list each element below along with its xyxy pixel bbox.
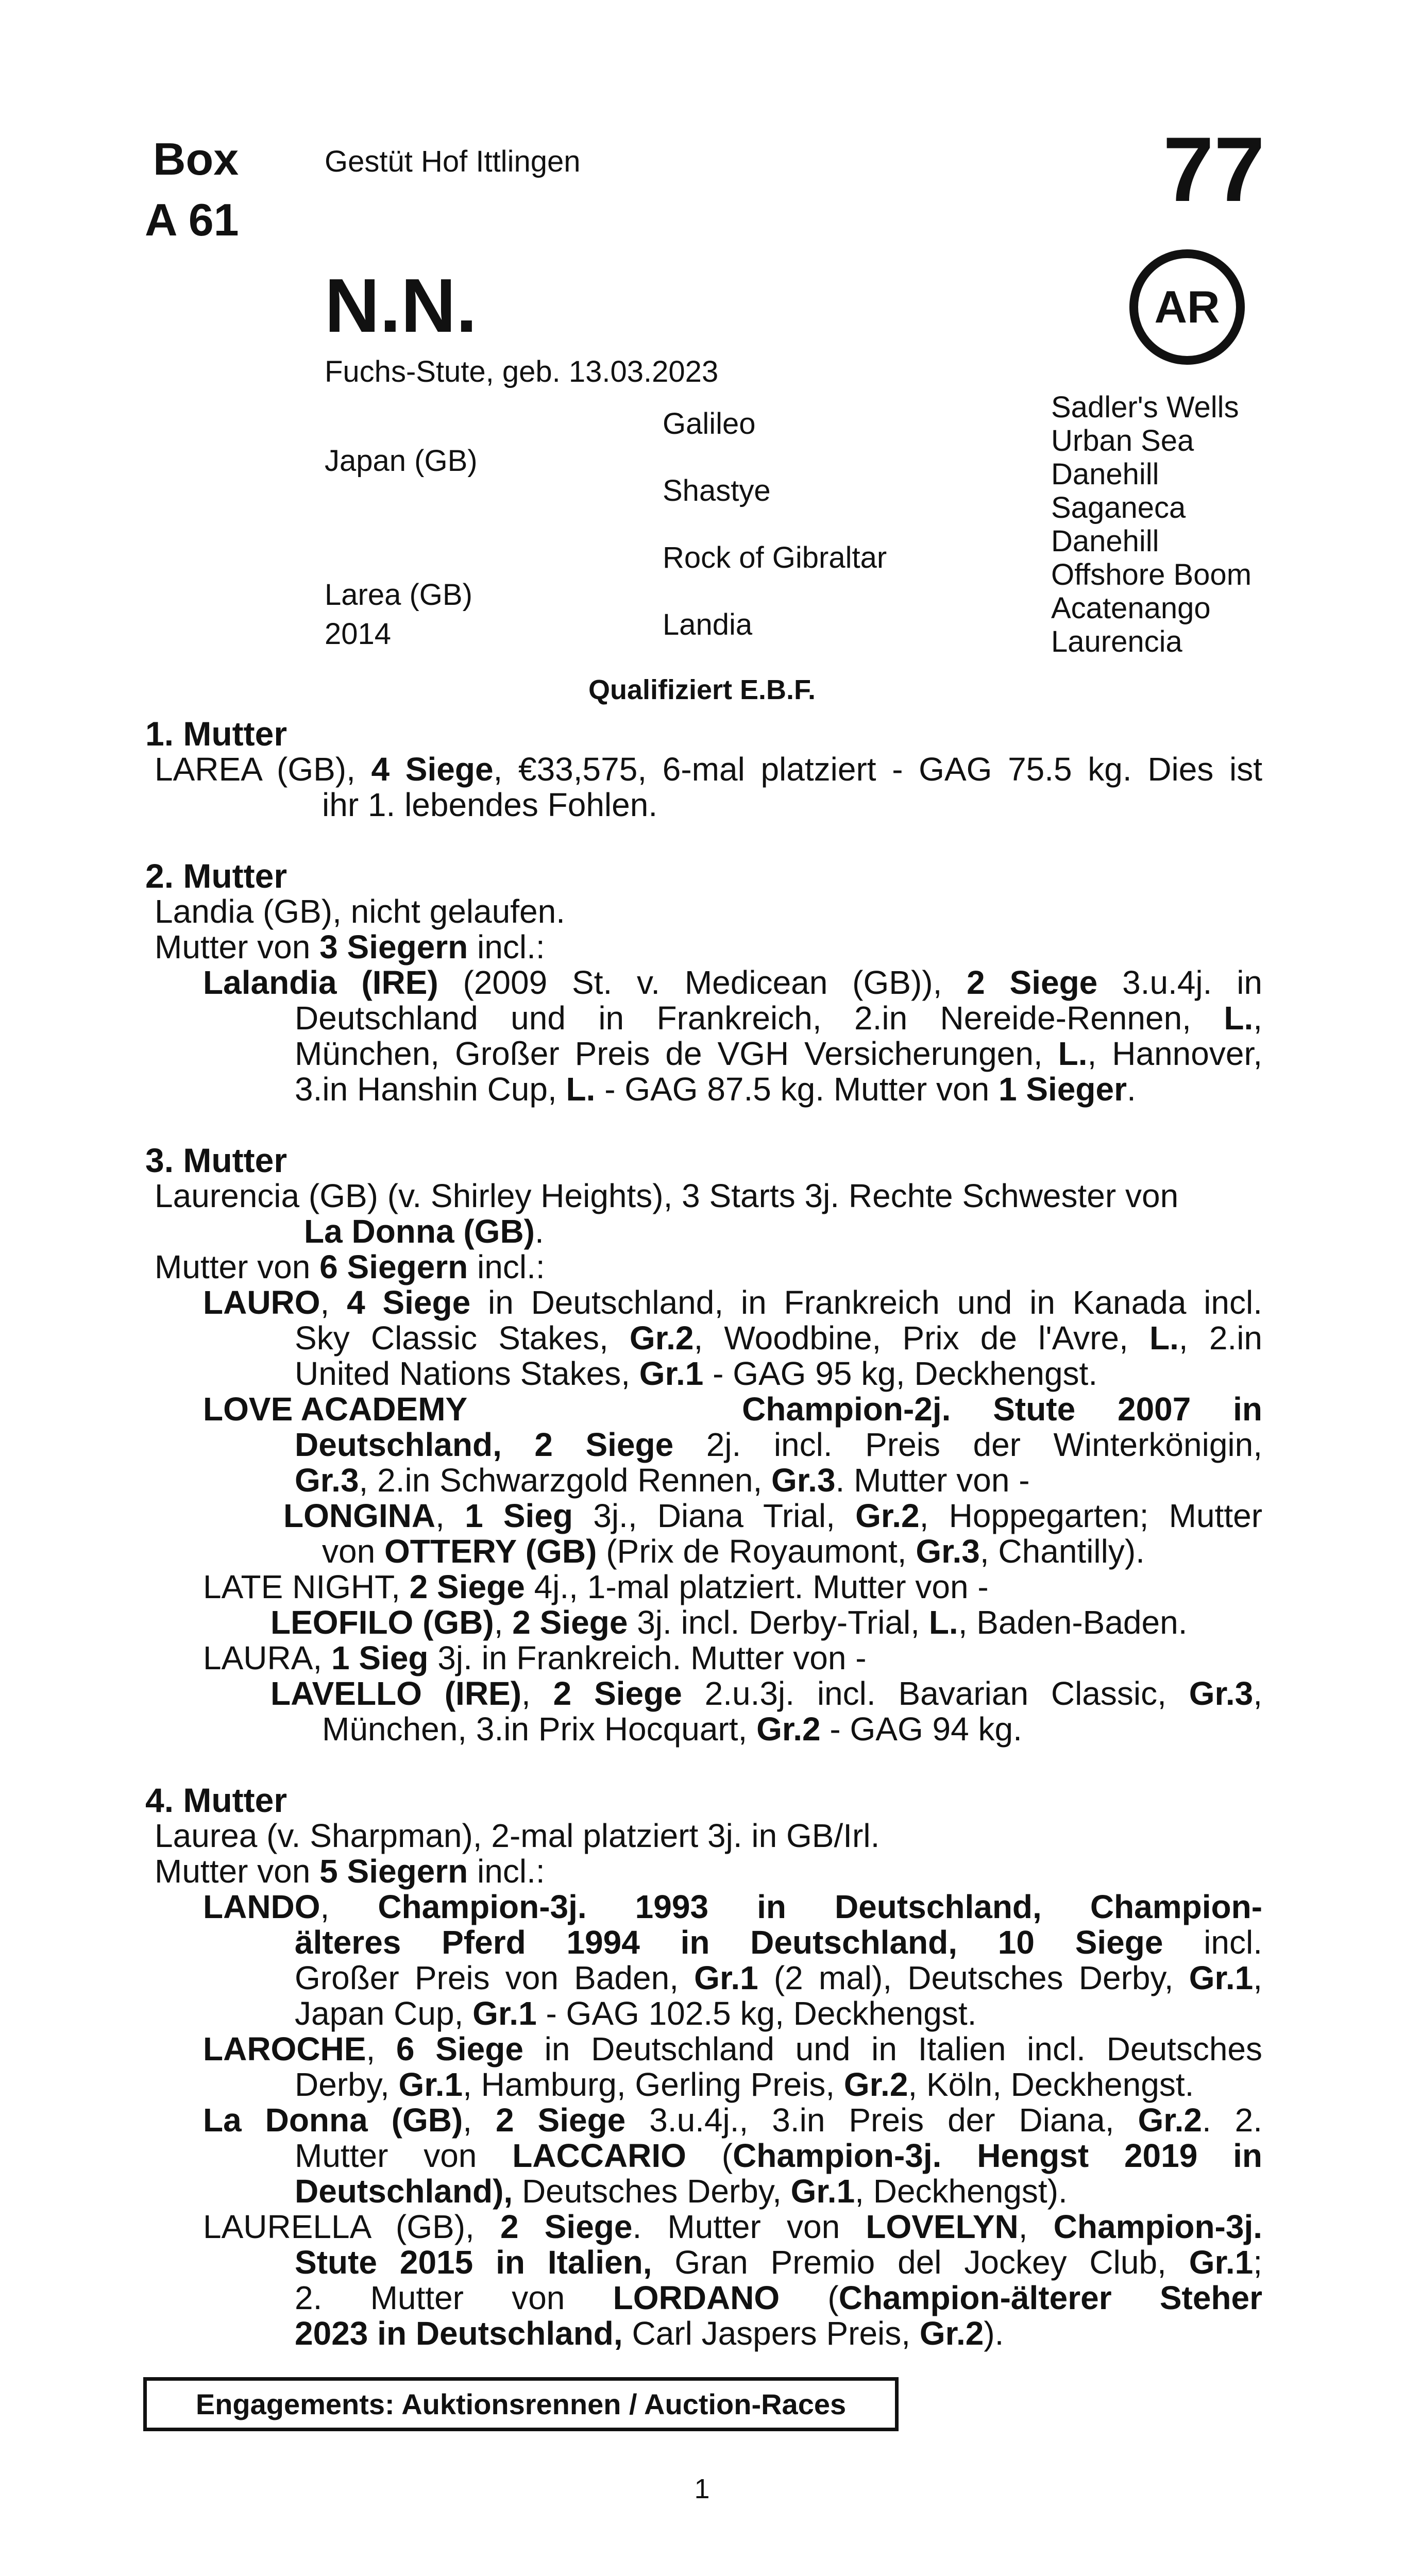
text-line: LANDO, Champion-3j. 1993 in Deutschland, Champion- xyxy=(203,1888,1263,1925)
pedigree-sire: Japan (GB) xyxy=(325,444,478,478)
text-line: LAVELLO (IRE), 2 Siege 2.u.3j. incl. Bavarian Classic, Gr.3, xyxy=(270,1675,1263,1712)
text-line: Gr.3, 2.in Schwarzgold Rennen, Gr.3. Mutter von - xyxy=(295,1462,1030,1499)
text-line: von OTTERY (GB) (Prix de Royaumont, Gr.3, Chantilly). xyxy=(322,1533,1145,1570)
section-third-dam xyxy=(145,1141,1263,1748)
section-heading: 2. Mutter xyxy=(145,857,287,895)
text-line: LAURO, 4 Siege in Deutschland, in Frankreich und in Kanada incl. xyxy=(203,1284,1263,1321)
text-line: LAURA, 1 Sieg 3j. in Frankreich. Mutter von - xyxy=(203,1639,867,1676)
text-line: Mutter von LACCARIO (Champion-3j. Hengst 2019 in xyxy=(295,2137,1262,2174)
horse-description: Fuchs-Stute, geb. 13.03.2023 xyxy=(325,355,719,388)
breeder-name: Gestüt Hof Ittlingen xyxy=(325,145,581,178)
lot-number: 77 xyxy=(1163,118,1265,221)
pedigree-great-grandparent: Offshore Boom xyxy=(1051,558,1252,591)
text-line: Mutter von 3 Siegern incl.: xyxy=(155,928,545,965)
text-line: Japan Cup, Gr.1 - GAG 102.5 kg, Deckhengst. xyxy=(295,1995,977,2032)
pedigree-great-grandparent: Saganeca xyxy=(1051,491,1186,524)
text-line: United Nations Stakes, Gr.1 - GAG 95 kg, Deckhengst. xyxy=(295,1355,1098,1392)
text-line: Deutschland, 2 Siege 2j. incl. Preis der Winterkönigin, xyxy=(295,1426,1263,1463)
text-line: Großer Preis von Baden, Gr.1 (2 mal), Deutsches Derby, Gr.1, xyxy=(295,1959,1263,1996)
text-line: Derby, Gr.1, Hamburg, Gerling Preis, Gr.2, Köln, Deckhengst. xyxy=(295,2066,1194,2103)
section-heading: 1. Mutter xyxy=(145,715,287,753)
text-line: Stute 2015 in Italien, Gran Premio del Jockey Club, Gr.1; xyxy=(295,2244,1263,2281)
text-line: Mutter von 5 Siegern incl.: xyxy=(155,1853,545,1890)
pedigree-dam: Larea (GB) xyxy=(325,578,472,612)
text-line: 2. Mutter von LORDANO (Champion-älterer Steher xyxy=(295,2279,1263,2316)
text-line: La Donna (GB), 2 Siege 3.u.4j., 3.in Preis der Diana, Gr.2. 2. xyxy=(203,2102,1263,2139)
text-line: LEOFILO (GB), 2 Siege 3j. incl. Derby-Trial, L., Baden-Baden. xyxy=(270,1604,1188,1641)
section-heading: 3. Mutter xyxy=(145,1141,287,1179)
pedigree-grandparent: Landia xyxy=(663,608,753,641)
pedigree-great-grandparent: Danehill xyxy=(1051,524,1159,558)
text-line: LATE NIGHT, 2 Siege 4j., 1-mal platziert. Mutter von - xyxy=(203,1568,989,1605)
text-line: München, Großer Preis de VGH Versicherungen, L., Hannover, xyxy=(295,1035,1263,1072)
ar-badge-label: AR xyxy=(1154,281,1220,332)
text-line: La Donna (GB). xyxy=(304,1213,544,1250)
text-line: LONGINA, 1 Sieg 3j., Diana Trial, Gr.2, Hoppegarten; Mutter xyxy=(283,1497,1263,1534)
box-label: Box xyxy=(153,133,239,184)
section-heading: 4. Mutter xyxy=(145,1781,287,1819)
text-line: Mutter von 6 Siegern incl.: xyxy=(155,1248,545,1285)
section-first-dam xyxy=(145,715,1262,823)
pedigree-dam-year: 2014 xyxy=(325,617,392,651)
text-line: Laurencia (GB) (v. Shirley Heights), 3 Starts 3j. Rechte Schwester von xyxy=(155,1177,1179,1214)
qualification-note: Qualifiziert E.B.F. xyxy=(588,674,816,705)
pedigree-grandparent: Shastye xyxy=(663,474,771,507)
page-number: 1 xyxy=(694,2473,710,2504)
pedigree-great-grandparent: Laurencia xyxy=(1051,625,1182,658)
text-line: Sky Classic Stakes, Gr.2, Woodbine, Prix de l'Avre, L., 2.in xyxy=(295,1319,1263,1357)
ar-badge xyxy=(1129,249,1245,365)
engagements-box xyxy=(143,2377,899,2431)
pedigree-notes xyxy=(145,715,1263,2387)
section-fourth-dam xyxy=(145,1781,1263,2352)
text-line: LAROCHE, 6 Siege in Deutschland und in Italien incl. Deutsches xyxy=(203,2030,1263,2067)
text-line: LAREA (GB), 4 Siege, €33,575, 6-mal platziert - GAG 75.5 kg. Dies ist xyxy=(155,751,1262,788)
text-line: LOVE ACADEMY Champion-2j. Stute 2007 in xyxy=(203,1391,1262,1428)
box-number: A 61 xyxy=(145,194,239,245)
text-line: Landia (GB), nicht gelaufen. xyxy=(155,893,565,930)
text-line: 3.in Hanshin Cup, L. - GAG 87.5 kg. Mutter von 1 Sieger. xyxy=(295,1071,1136,1108)
text-line: Lalandia (IRE) (2009 St. v. Medicean (GB)), 2 Siege 3.u.4j. in xyxy=(203,964,1263,1001)
text-line: München, 3.in Prix Hocquart, Gr.2 - GAG 94 kg. xyxy=(322,1710,1022,1748)
engagements-label: Engagements: Auktionsrennen / Auction-Races xyxy=(195,2388,847,2420)
section-second-dam xyxy=(145,857,1263,1108)
pedigree-great-grandparent: Acatenango xyxy=(1051,591,1211,625)
pedigree-grandparent: Rock of Gibraltar xyxy=(663,541,887,574)
text-line: ihr 1. lebendes Fohlen. xyxy=(322,786,658,823)
text-line: 2023 in Deutschland, Carl Jaspers Preis, Gr.2). xyxy=(295,2315,1004,2352)
text-line: Laurea (v. Sharpman), 2-mal platziert 3j. in GB/Irl. xyxy=(155,1817,880,1854)
text-line: Deutschland und in Frankreich, 2.in Nereide-Rennen, L., xyxy=(295,999,1262,1037)
text-line: älteres Pferd 1994 in Deutschland, 10 Siege incl. xyxy=(295,1924,1263,1961)
text-line: Deutschland), Deutsches Derby, Gr.1, Deckhengst). xyxy=(295,2173,1068,2210)
horse-name: N.N. xyxy=(325,263,477,348)
pedigree-great-grandparent: Danehill xyxy=(1051,457,1159,491)
pedigree-great-grandparent: Urban Sea xyxy=(1051,424,1194,457)
pedigree-grandparent: Galileo xyxy=(663,407,756,440)
pedigree-great-grandparent: Sadler's Wells xyxy=(1051,391,1239,424)
text-line: LAURELLA (GB), 2 Siege. Mutter von LOVELYN, Champion-3j. xyxy=(203,2208,1263,2245)
